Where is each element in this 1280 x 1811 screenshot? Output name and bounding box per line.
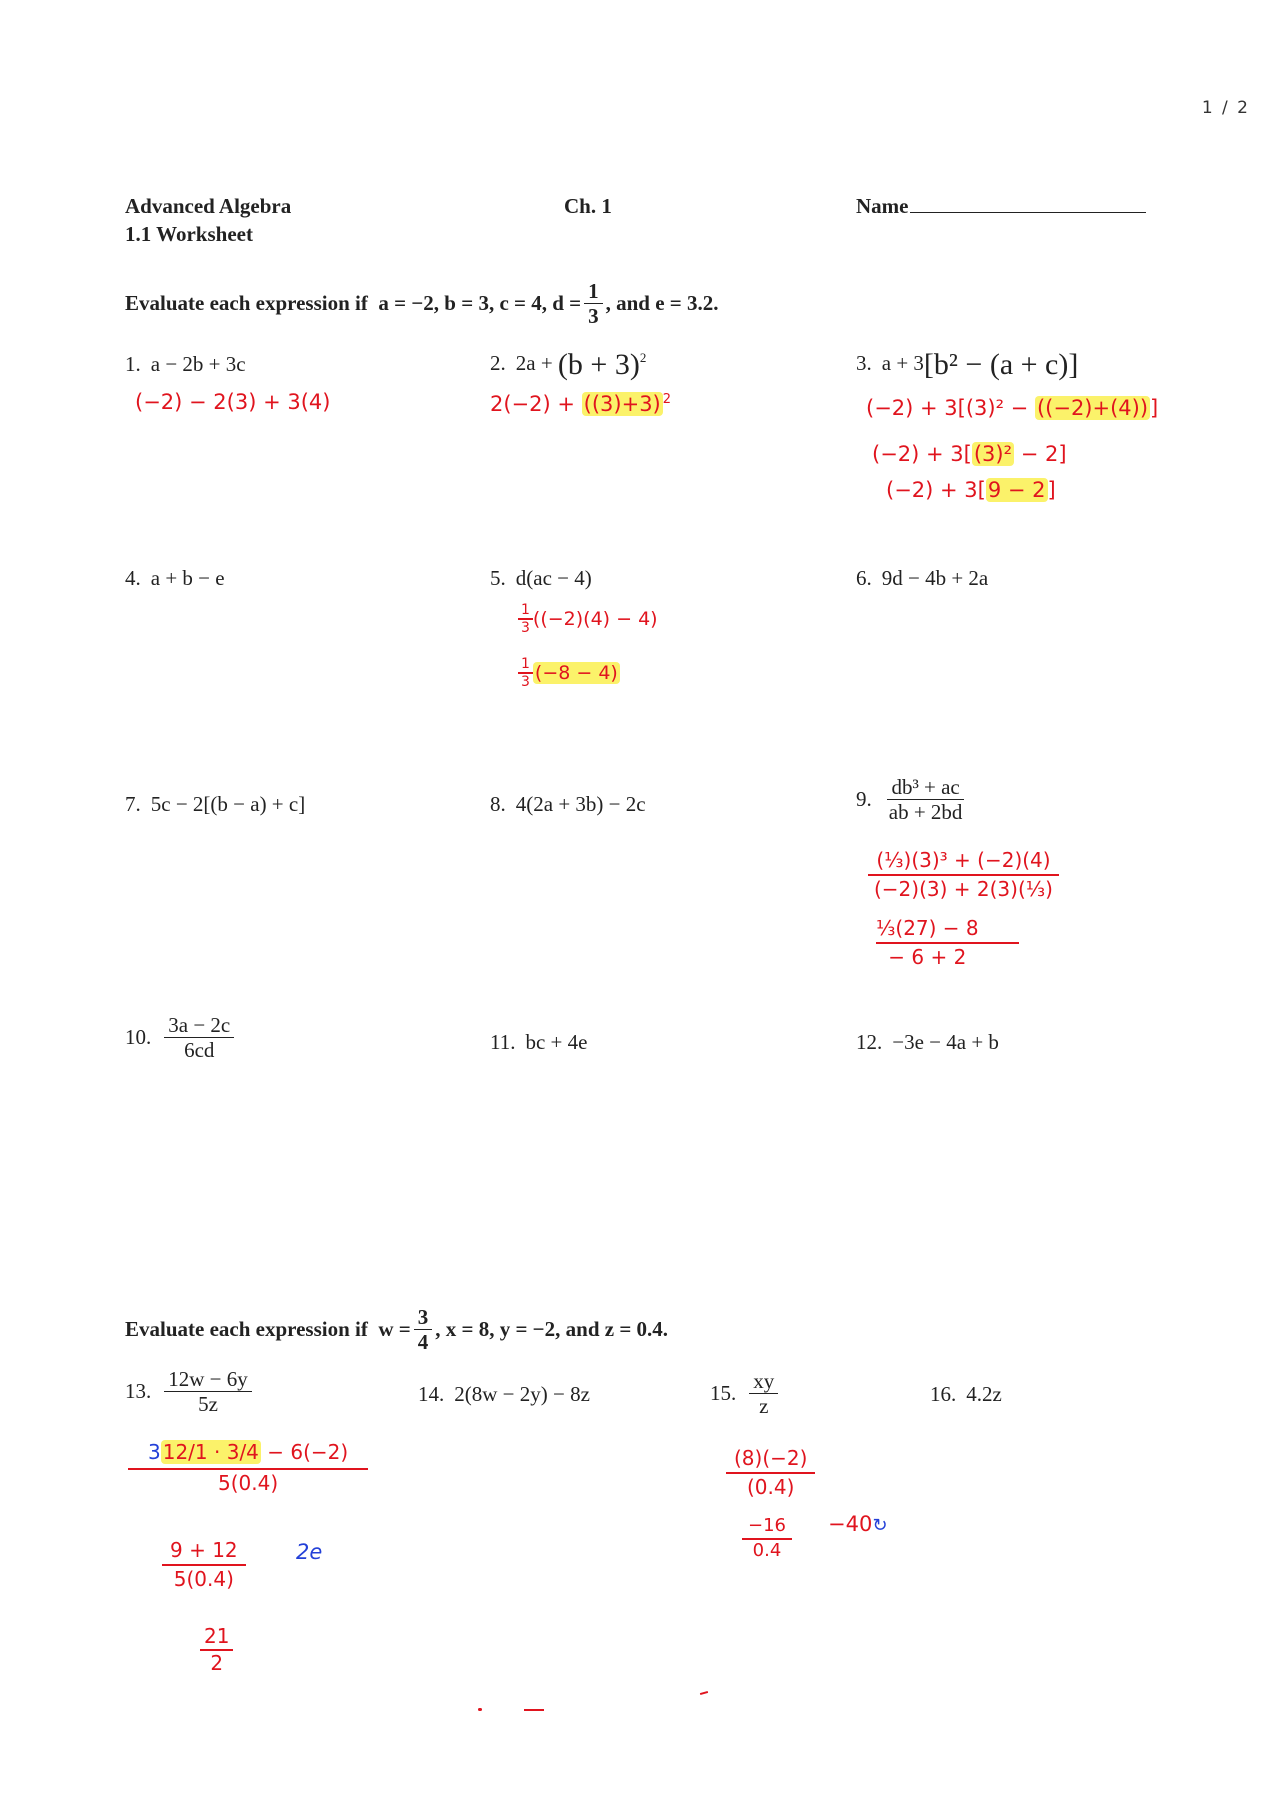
course-title: Advanced Algebra	[125, 194, 292, 218]
instruction-1: Evaluate each expression if a = −2, b = 3, c = 4, d = $\frac{1}{3}$ , and e = 3.2.	[125, 279, 719, 329]
work-3-line-2: (−2) + 3[(3)² − 2]	[872, 442, 1067, 466]
stray-mark	[700, 1691, 708, 1695]
problem-11: 11. bc + 4e	[490, 1030, 588, 1054]
problem-3: 3. a + 3[b² − (a + c)]	[856, 348, 1079, 381]
problem-6: 6. 9d − 4b + 2a	[856, 566, 989, 590]
work-3-line-1: (−2) + 3[(3)² − ((−2)+(4))]	[866, 396, 1159, 420]
work-9-step-2: $\frac{\text{⅓(27) − 8}}{- 6 + 2}$	[876, 916, 1019, 969]
problem-16: 16. 4.2z	[930, 1382, 1002, 1406]
work-15-step-2: $\frac{-16}{0.4}$	[742, 1512, 792, 1561]
work-13-step-3: $\frac{21}{2}$	[200, 1624, 233, 1675]
name-field[interactable]	[856, 194, 1146, 219]
work-13-step-2: $\frac{9 + 12}{5(0.4)}$	[162, 1538, 246, 1591]
problem-7: 7. 5c − 2[(b − a) + c]	[125, 792, 306, 816]
d-fraction: $\frac{1}{3}$	[584, 280, 603, 327]
work-15-note: −40↻	[828, 1512, 888, 1536]
name-line	[910, 194, 1146, 213]
work-9-step-1: $\frac{\text{(⅓)(3)³ + (−2)(4)}}{\text{(−2)(3) + 2(3)(⅓)}}$	[866, 848, 1061, 901]
problem-14: 14. 2(8w − 2y) − 8z	[418, 1382, 590, 1406]
problem-12: 12. −3e − 4a + b	[856, 1030, 999, 1054]
problem-1: 1. a − 2b + 3c	[125, 352, 246, 376]
name-label: Name	[856, 194, 909, 218]
work-13-step-1: $\frac{3 12/1 \cdot 3/4 - 6(-2)}{5(0.4)}$	[128, 1440, 368, 1495]
problem-2: 2. $2a + (b + 3)^2$	[490, 348, 647, 381]
problem-15: 15. $\frac{xy}{z}$	[710, 1370, 781, 1417]
stray-mark	[524, 1709, 544, 1711]
work-2: 2(−2) + ((3)+3) $^2$	[490, 392, 672, 416]
problem-9: 9. $\frac{\text{db³ + ac}}{ab + 2bd}$	[856, 775, 963, 825]
problem-4: 4. a + b − e	[125, 566, 225, 590]
scribble-mark: ↻	[872, 1515, 888, 1536]
problem-8: 8. 4(2a + 3b) − 2c	[490, 792, 646, 816]
chapter-label: Ch. 1	[564, 194, 612, 218]
worksheet-title: 1.1 Worksheet	[125, 222, 253, 246]
work-13-note: 2e	[296, 1540, 323, 1564]
w-fraction: $\frac{3}{4}$	[414, 1306, 433, 1353]
work-3-line-3: (−2) + 3[9 − 2]	[886, 478, 1056, 502]
problem-13: 13. $\frac{12w - 6y}{5z}$	[125, 1368, 255, 1415]
problem-5: 5. d(ac − 4)	[490, 566, 592, 590]
work-5-line-1: $\frac{1}{3}$ ((−2)(4) − 4)	[518, 602, 658, 636]
problem-10: 10. $\frac{3a - 2c}{6cd}$	[125, 1014, 237, 1061]
page-indicator: 1 / 2	[1201, 98, 1250, 118]
stray-mark	[478, 1708, 482, 1711]
work-1: (−2) − 2(3) + 3(4)	[135, 390, 331, 414]
work-5-line-2: $\frac{1}{3}$ (−8 − 4)	[518, 656, 620, 690]
work-15-step-1: $\frac{(8)(-2)}{(0.4)}$	[726, 1446, 815, 1499]
instruction-2: Evaluate each expression if w = $\frac{3}{4}$ , x = 8, y = −2, and z = 0.4.	[125, 1305, 669, 1355]
